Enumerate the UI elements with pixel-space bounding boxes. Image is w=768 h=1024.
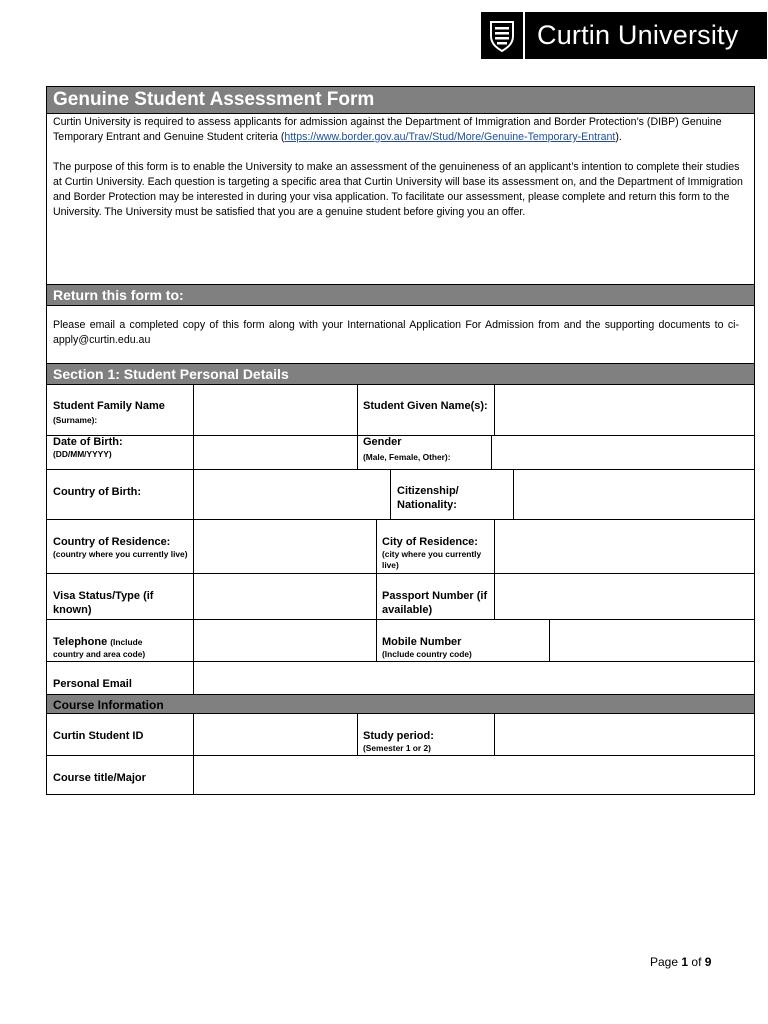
email-field[interactable] <box>194 662 754 694</box>
country-residence-label-text: Country of Residence: <box>53 536 171 548</box>
course-title-field[interactable] <box>194 756 754 794</box>
intro-paragraph-1 <box>53 115 747 145</box>
page-of: of <box>691 955 702 969</box>
column-divider <box>357 385 358 435</box>
city-residence-field[interactable] <box>495 520 754 573</box>
page-prefix: Page <box>650 955 679 969</box>
given-name-field[interactable] <box>495 386 754 435</box>
citizenship-label: Citizenship/ Nationality: <box>397 485 459 511</box>
country-residence-hint: (country where you currently live) <box>53 549 188 559</box>
page-current: 1 <box>681 955 689 969</box>
intro-text <box>53 115 747 220</box>
telephone-hint-inline: (Include <box>110 637 143 647</box>
citizenship-field[interactable] <box>514 470 754 519</box>
mobile-label <box>382 635 547 660</box>
gender-label <box>363 435 489 463</box>
gender-label-text: Gender <box>363 436 402 448</box>
assessment-form <box>46 86 755 795</box>
country-residence-field[interactable] <box>194 520 376 573</box>
telephone-label-text: Telephone <box>53 636 108 648</box>
city-residence-label-text: City of Residence: <box>382 536 478 548</box>
country-birth-label: Country of Birth: <box>53 486 141 498</box>
section1-heading: Section 1: Student Personal Details <box>47 363 754 385</box>
city-residence-hint: (city where you currently live) <box>382 549 482 570</box>
logo-wordmark: Curtin University <box>537 20 739 50</box>
family-name-label <box>53 399 189 426</box>
country-residence-label <box>53 535 193 560</box>
mobile-field[interactable] <box>550 620 754 661</box>
passport-label: Passport Number (if available) <box>382 590 488 616</box>
curtin-logo <box>481 12 767 59</box>
mobile-label-text: Mobile Number <box>382 636 462 648</box>
telephone-hint: country and area code) <box>53 649 146 659</box>
family-name-label-text: Student Family Name <box>53 400 165 412</box>
return-heading: Return this form to: <box>47 284 754 306</box>
study-period-field[interactable] <box>495 715 754 755</box>
gender-hint: (Male, Female, Other): <box>363 452 451 462</box>
study-period-hint: (Semester 1 or 2) <box>363 743 431 753</box>
intro-p1-end: ). <box>615 131 622 143</box>
column-divider <box>357 714 358 755</box>
intro-paragraph-2: The purpose of this form is to enable the University to make an assessment of the genuineness of an applicant’s intention to complete their studies at Curtin University. Each question is targeting a specific area that Curtin University will base its assessment on, and the Department of Immigration and Border Protection may be interested in during your visa application. To facilitate our assessment, please complete and return this form to the University. The University must be satisfied that you are a genuine student before giving you an offer. <box>53 161 743 218</box>
crest-icon <box>481 12 525 59</box>
dibp-link[interactable]: https://www.border.gov.au/Trav/Stud/More/Genuine-Temporary-Entrant <box>284 131 616 143</box>
study-period-label <box>363 729 489 754</box>
dob-field[interactable] <box>194 436 357 469</box>
passport-field[interactable] <box>495 574 754 619</box>
family-name-field[interactable] <box>194 386 357 435</box>
column-divider <box>376 519 377 661</box>
column-divider <box>390 469 391 519</box>
course-title-label: Course title/Major <box>53 772 146 784</box>
course-info-heading: Course Information <box>47 694 754 714</box>
dob-label <box>53 435 189 460</box>
email-label: Personal Email <box>53 678 132 690</box>
given-name-label: Student Given Name(s): <box>363 400 488 412</box>
student-id-label: Curtin Student ID <box>53 730 144 742</box>
return-instructions: Please email a completed copy of this form along with your International Application For Admission from and the supporting documents to ci-apply@curtin.edu.au <box>53 319 739 346</box>
study-period-label-text: Study period: <box>363 730 434 742</box>
intro-p1-start: Curtin University is required to assess applicants for admission against the Department of Immigration and Border Protection’s (DIBP) Genuine Temporary Entrant and Genuine Student criteria ( <box>53 116 722 143</box>
visa-status-label: Visa Status/Type (if known) <box>53 590 154 616</box>
telephone-label <box>53 635 191 660</box>
column-divider <box>357 435 358 469</box>
student-id-field[interactable] <box>194 715 357 755</box>
visa-status-field[interactable] <box>194 574 376 619</box>
gender-field[interactable] <box>492 436 754 469</box>
dob-label-text: Date of Birth: <box>53 436 123 448</box>
page-total: 9 <box>704 955 712 969</box>
form-title: Genuine Student Assessment Form <box>47 87 754 114</box>
dob-hint: (DD/MM/YYYY) <box>53 449 112 459</box>
mobile-hint: (Include country code) <box>382 649 472 659</box>
telephone-field[interactable] <box>194 620 376 661</box>
country-birth-field[interactable] <box>194 470 390 519</box>
family-name-hint: (Surname): <box>53 415 98 425</box>
city-residence-label <box>382 535 490 571</box>
page-number <box>650 955 711 969</box>
